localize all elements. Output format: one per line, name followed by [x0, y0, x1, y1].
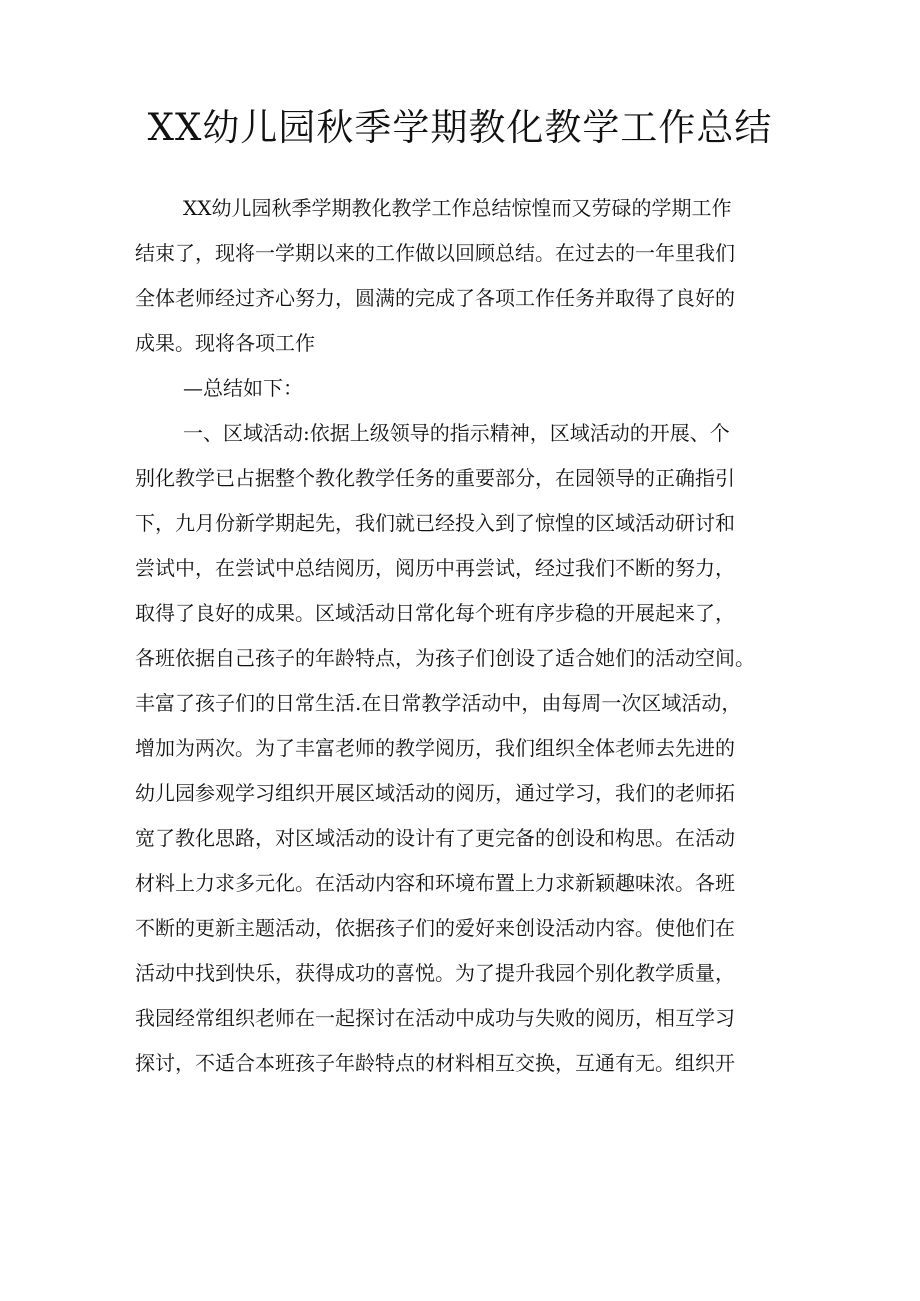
text-line: 下，九月份新学期起先，我们就已经投入到了惊惶的区域活动研讨和: [135, 511, 735, 535]
text-line: 全体老师经过齐心努力，圆满的完成了各项工作任务并取得了良好的: [135, 286, 735, 310]
text-line: —总结如下：: [183, 376, 303, 400]
text-line: 一、区域活动:依据上级领导的指示精神，区域活动的开展、个: [183, 421, 730, 445]
text-line: 探讨，不适合本班孩子年龄特点的材料相互交换，互通有无。组织开: [135, 1051, 735, 1075]
text-line: 各班依据自己孩子的年龄特点，为孩子们创设了适合她们的活动空间。: [135, 646, 755, 670]
text-line: 宽了教化思路，对区域活动的设计有了更完备的创设和构思。在活动: [135, 826, 735, 850]
text-line: 成果。现将各项工作: [135, 331, 315, 355]
text-line: 丰富了孩子们的日常生活.在日常教学活动中，由每周一次区域活动，: [135, 691, 742, 715]
text-line: 别化教学已占据整个教化教学任务的重要部分，在园领导的正确指引: [135, 466, 735, 490]
text-line: 结束了，现将一学期以来的工作做以回顾总结。在过去的一年里我们: [135, 241, 735, 265]
text-line: 取得了良好的成果。区域活动日常化每个班有序步稳的开展起来了，: [135, 601, 735, 625]
text-line: 不断的更新主题活动，依据孩子们的爱好来创设活动内容。使他们在: [135, 916, 735, 940]
text-line: 增加为两次。为了丰富老师的教学阅历，我们组织全体老师去先进的: [135, 736, 735, 760]
document-title: XX幼儿园秋季学期教化教学工作总结: [147, 106, 773, 149]
text-line: 我园经常组织老师在一起探讨在活动中成功与失败的阅历，相互学习: [135, 1006, 735, 1030]
text-line: 材料上力求多元化。在活动内容和环境布置上力求新颖趣味浓。各班: [135, 871, 735, 895]
text-line: 尝试中，在尝试中总结阅历，阅历中再尝试，经过我们不断的努力，: [135, 556, 735, 580]
text-line: XX幼儿园秋季学期教化教学工作总结惊惶而又劳碌的学期工作: [183, 196, 732, 220]
document-body: [135, 186, 795, 1086]
text-line: 幼儿园参观学习组织开展区域活动的阅历，通过学习，我们的老师拓: [135, 781, 735, 805]
text-line: 活动中找到快乐，获得成功的喜悦。为了提升我园个别化教学质量，: [135, 961, 735, 985]
